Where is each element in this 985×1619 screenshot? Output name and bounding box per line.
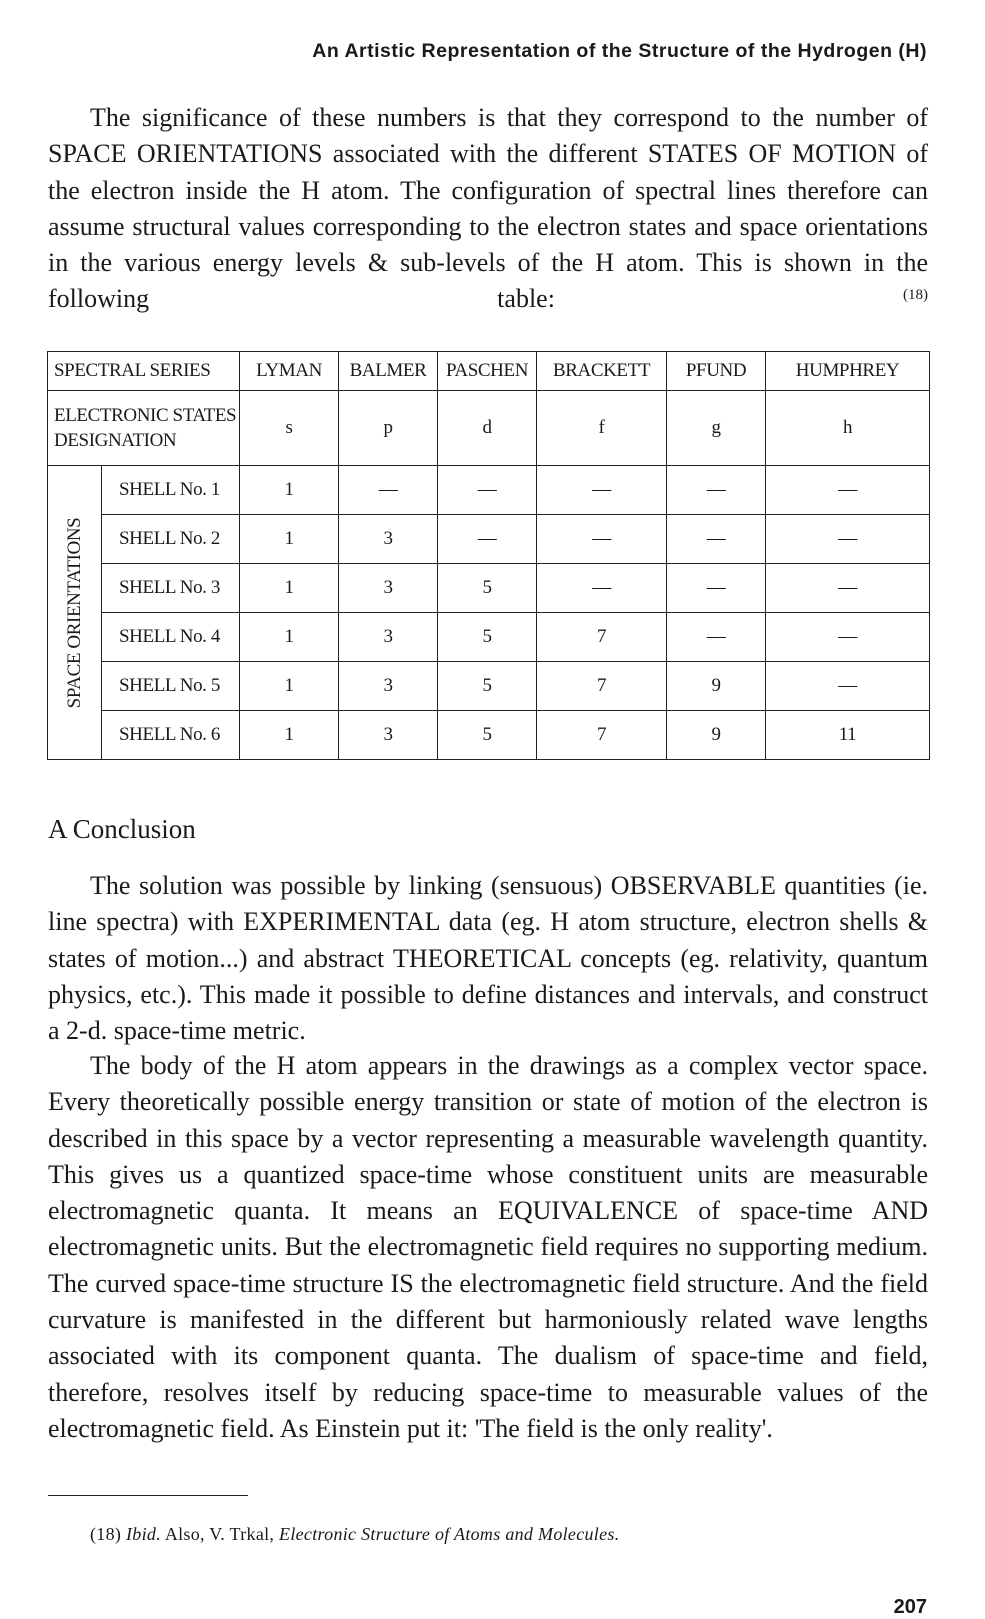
cell: 5: [438, 613, 537, 662]
cell: —: [766, 515, 930, 564]
table-row: [48, 564, 930, 613]
cell: 1: [240, 564, 339, 613]
section-heading: A Conclusion: [48, 814, 196, 844]
cell: 9: [667, 711, 766, 760]
footnote-mark: (18): [90, 1524, 122, 1544]
series-label: SPECTRAL SERIES: [48, 352, 240, 391]
cell: 3: [339, 662, 438, 711]
cell: 3: [339, 711, 438, 760]
cell: —: [438, 515, 537, 564]
cell: —: [537, 515, 667, 564]
cell: 3: [339, 515, 438, 564]
shell-label: SHELL No. 3: [102, 564, 240, 613]
series-lyman: LYMAN: [240, 352, 339, 391]
spectral-series-table: [47, 351, 930, 760]
state-d: d: [438, 391, 537, 466]
shell-label: SHELL No. 1: [102, 466, 240, 515]
cell: 5: [438, 711, 537, 760]
state-h: h: [766, 391, 930, 466]
state-g: g: [667, 391, 766, 466]
cell: 7: [537, 711, 667, 760]
states-row: [48, 391, 930, 466]
series-humphrey: HUMPHREY: [766, 352, 930, 391]
cell: 1: [240, 662, 339, 711]
series-balmer: BALMER: [339, 352, 438, 391]
cell: —: [766, 564, 930, 613]
cell: 5: [438, 564, 537, 613]
table-row: [48, 613, 930, 662]
running-title: An Artistic Representation of the Structure of the Hydrogen (H): [312, 40, 927, 62]
state-p: p: [339, 391, 438, 466]
cell: 1: [240, 466, 339, 515]
cell: 3: [339, 613, 438, 662]
cell: —: [766, 662, 930, 711]
cell: 5: [438, 662, 537, 711]
cell: —: [766, 466, 930, 515]
state-s: s: [240, 391, 339, 466]
cell: —: [438, 466, 537, 515]
footnote-also: Also, V. Trkal,: [164, 1524, 275, 1544]
cell: 1: [240, 515, 339, 564]
orientation-label: SPACE ORIENTATIONS: [63, 517, 85, 708]
cell: —: [537, 564, 667, 613]
cell: —: [667, 466, 766, 515]
footnote-ibid: Ibid.: [126, 1524, 162, 1544]
cell: 9: [667, 662, 766, 711]
cell: —: [537, 466, 667, 515]
intro-paragraph: [48, 100, 928, 354]
cell: —: [766, 613, 930, 662]
shell-label: SHELL No. 2: [102, 515, 240, 564]
shell-label: SHELL No. 6: [102, 711, 240, 760]
conclusion-paragraph-2: The body of the H atom appears in the drawings as a complex vector space. Every theoretically possible energy transition or state of motion of the electron is described in this space by a vector representing a measurable wavelength quantity. This gives us a quantized space-time whose constituent units are measurable electromagnetic quanta. It means an EQUIVALENCE of space-time AND electromagnetic units. But the electromagnetic field requires no supporting medium. The curved space-time structure IS the electromagnetic field structure. And the field curvature is manifested in the different but harmoniously related wave lengths associated with its component quanta. The dualism of space-time and field, therefore, resolves itself by reducing space-time to measurable values of the electromagnetic field. As Einstein put it: 'The field is the only reality'.: [48, 1051, 928, 1443]
conclusion-paragraph-1: The solution was possible by linking (sensuous) OBSERVABLE quantities (ie. line spectra) with EXPERIMENTAL data (eg. H atom structure, electron shells & states of motion...) and abstract THEORETICAL concepts (eg. relativity, quantum physics, etc.). This made it possible to define distances and intervals, and construct a 2-d. space-time metric.: [48, 871, 928, 1046]
table-row: [48, 662, 930, 711]
cell: —: [667, 613, 766, 662]
series-header-row: [48, 352, 930, 391]
cell: 7: [537, 613, 667, 662]
table-row: [48, 515, 930, 564]
footnote-work: Electronic Structure of Atoms and Molecules.: [279, 1524, 620, 1544]
page-number: 207: [893, 1596, 927, 1618]
states-label: ELECTRONIC STATES DESIGNATION: [48, 391, 240, 466]
table-row: [48, 466, 930, 515]
cell: 3: [339, 564, 438, 613]
cell: 11: [766, 711, 930, 760]
footnote: [90, 1524, 620, 1545]
cell: —: [667, 515, 766, 564]
orientation-label-cell: [48, 466, 102, 760]
series-pfund: PFUND: [667, 352, 766, 391]
state-f: f: [537, 391, 667, 466]
cell: 1: [240, 711, 339, 760]
series-paschen: PASCHEN: [438, 352, 537, 391]
cell: —: [667, 564, 766, 613]
running-header: [48, 40, 927, 63]
series-brackett: BRACKETT: [537, 352, 667, 391]
cell: 7: [537, 662, 667, 711]
cell: —: [339, 466, 438, 515]
table-row: [48, 711, 930, 760]
shell-label: SHELL No. 5: [102, 662, 240, 711]
footnote-reference: (18): [903, 287, 929, 304]
intro-text: The significance of these numbers is that they correspond to the number of SPACE ORIENTATIONS associated with the different STATES OF MOTION of the electron inside the H atom. The configuration of spectral lines therefore can assume structural values corresponding to the electron states and space orientations in the various energy levels & sub-levels of the H atom. This is shown in the following table:: [48, 103, 928, 314]
shell-label: SHELL No. 4: [102, 613, 240, 662]
cell: 1: [240, 613, 339, 662]
footnote-divider: [48, 1495, 248, 1496]
